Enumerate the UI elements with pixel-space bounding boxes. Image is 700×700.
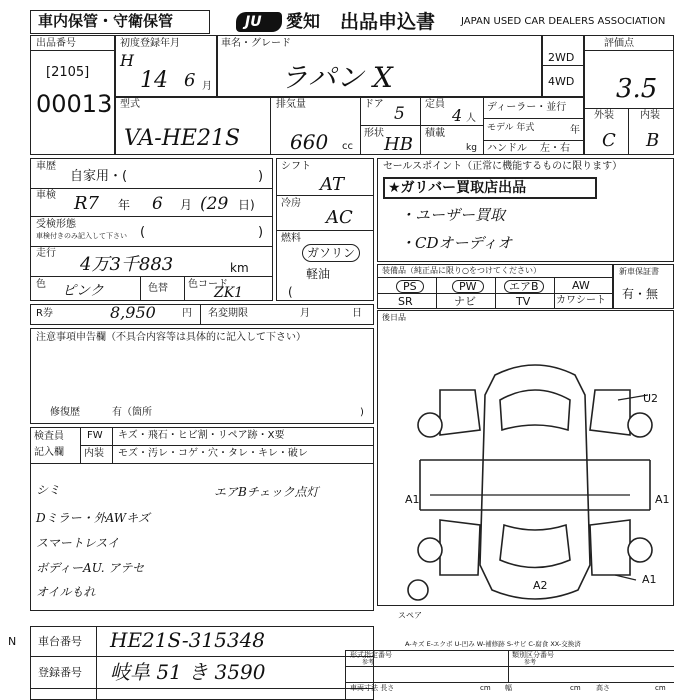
- lot-number: 00013: [36, 90, 113, 118]
- spare-label: スペア: [398, 611, 422, 620]
- sales-point-1: ・ユーザー買取: [400, 206, 506, 224]
- receiving-open: (: [140, 225, 146, 240]
- mark-a1-bottom: A1: [642, 573, 657, 586]
- equip-navi: ナビ: [454, 295, 476, 308]
- remark-2: Dミラー・外AWキズ: [36, 511, 150, 525]
- class-number-ref: 参考: [524, 659, 537, 666]
- mark-a1-right: A1: [655, 493, 670, 506]
- equip-airbag: エアB: [504, 280, 544, 293]
- chassis-label: 車台番号: [38, 635, 82, 648]
- registration-month-unit: 月: [202, 81, 212, 92]
- width-label: 幅: [505, 684, 512, 692]
- mileage-value: 4万3千883: [80, 254, 174, 275]
- equip-pw: PW: [452, 280, 484, 293]
- sales-banner: ★ガリバー買取店出品: [388, 180, 527, 196]
- inspection-era: R7: [74, 193, 100, 214]
- chassis-value: HE21S-315348: [110, 628, 266, 652]
- inspection-label: 車検: [36, 190, 56, 201]
- inspection-year-unit: 年: [118, 198, 131, 212]
- remark-5: オイルもれ: [36, 585, 96, 599]
- registration-label: 初度登録年月: [120, 38, 180, 49]
- type-value: VA-HE21S: [124, 126, 241, 151]
- remark-4: ボディーAU. アテセ: [36, 561, 145, 575]
- model-year-label: モデル 年式: [487, 123, 535, 133]
- mark-a2: A2: [533, 579, 548, 592]
- int-items: モズ・汚レ・コゲ・穴・タレ・キレ・破レ: [118, 448, 308, 459]
- car-diagram: [400, 350, 670, 610]
- inspection-month-unit: 月: [180, 198, 193, 212]
- remark-3: スマートレスイ: [36, 536, 120, 550]
- drive-4wd: 4WD: [548, 75, 575, 88]
- recycle-section: [30, 304, 374, 325]
- paint-label: 色替: [148, 283, 168, 294]
- recycle-label: R券: [36, 308, 53, 319]
- storage-label: 車内保管・守衛保管: [38, 12, 174, 30]
- warranty-options: 有・無: [622, 287, 659, 301]
- back-doc-label: 後日品: [382, 313, 406, 322]
- ext-label: 外装: [594, 110, 614, 121]
- rename-day-unit: 日: [352, 308, 362, 319]
- door-label: ドア: [364, 99, 384, 110]
- mark-u2: U2: [643, 392, 659, 405]
- capacity-value: 4: [452, 106, 463, 125]
- form-number-ref: 参考: [362, 659, 375, 666]
- damage-legend: A-キズ E-エクボ U-凹み W-補修跡 S-サビ C-腐食 XX-交換済: [405, 640, 581, 648]
- lot-label: 出品番号: [36, 38, 76, 49]
- inspector-label: 検査員: [34, 431, 64, 442]
- color-code: ZK1: [214, 285, 244, 301]
- car-name: ラパン X: [280, 61, 393, 94]
- length-label: 車両寸法 長さ: [350, 684, 395, 692]
- receiving-close: ): [258, 225, 264, 240]
- fuel-gasoline: ガソリン: [302, 244, 360, 262]
- right-note: エアBチェック点灯: [214, 485, 319, 499]
- equip-aw: AW: [572, 279, 590, 292]
- disp-label: 排気量: [276, 99, 306, 110]
- mileage-unit: km: [230, 261, 249, 275]
- inspection-month: 6: [152, 194, 163, 214]
- lot-code: [2105]: [46, 65, 90, 80]
- plate-value: 岐阜 51 き 3590: [110, 660, 266, 684]
- equip-ps: PS: [396, 280, 424, 293]
- height-unit: cm: [655, 684, 666, 692]
- remark-1: シミ: [36, 483, 61, 497]
- ext-grade: C: [602, 130, 616, 151]
- int-label-insp: 内装: [84, 448, 104, 459]
- form-number-label: 形式指定番号: [350, 651, 392, 659]
- width-unit: cm: [570, 684, 581, 692]
- logo-text: JU: [245, 14, 262, 30]
- int-label: 内装: [640, 110, 660, 121]
- color-code-label: 色コード: [188, 279, 228, 290]
- car-name-label: 車名・グレード: [221, 38, 291, 49]
- equipment-label: 装備品（純正品に限り○をつけてください）: [382, 266, 541, 275]
- repair-label: 修復歴: [50, 407, 80, 418]
- handle-label: ハンドル: [487, 143, 527, 154]
- inspector-label-2: 記入欄: [34, 447, 64, 458]
- int-grade: B: [646, 130, 660, 151]
- plate-label: 登録番号: [38, 666, 82, 679]
- repair-value: 有（箇所: [112, 407, 152, 418]
- fw-label: FW: [87, 430, 103, 441]
- shift-label: シフト: [281, 161, 311, 172]
- height-label: 高さ: [596, 684, 610, 692]
- doors-value: 5: [394, 104, 405, 124]
- aircon-value: AC: [326, 207, 353, 228]
- grade-score: 3.5: [616, 74, 658, 104]
- rename-month-unit: 月: [300, 308, 310, 319]
- mileage-label: 走行: [36, 248, 56, 259]
- handle-options: 左・右: [540, 143, 570, 154]
- fw-items: キズ・飛石・ヒビ割・リペア跡・X要: [118, 430, 285, 441]
- inspection-day: (29: [200, 194, 229, 214]
- recycle-unit: 円: [182, 308, 192, 319]
- history-close: ): [258, 169, 264, 184]
- registration-era: H: [120, 51, 134, 70]
- color-value: ピンク: [62, 283, 104, 299]
- disp-unit: cc: [342, 141, 353, 152]
- n-mark: N: [8, 635, 17, 648]
- receiving-label: 受検形態: [36, 219, 76, 230]
- warranty-label: 新車保証書: [619, 267, 659, 276]
- equip-sr: SR: [398, 295, 413, 308]
- fuel-other: (: [288, 285, 293, 299]
- history-value: 自家用・(: [70, 169, 128, 184]
- dealer-label: ディーラー・並行: [487, 102, 567, 113]
- receiving-note: 車検付きのみ記入して下さい: [36, 232, 127, 240]
- bottom-right-section: [345, 650, 674, 700]
- disp-value: 660: [290, 130, 329, 154]
- rename-label: 名変期限: [208, 308, 248, 319]
- cap-label: 定員: [425, 99, 445, 110]
- history-label: 車歴: [36, 161, 56, 172]
- year-unit: 年: [570, 125, 580, 136]
- registration-month: 6: [184, 70, 196, 91]
- repair-close: ): [360, 407, 364, 418]
- form-title: 出品申込書: [340, 11, 436, 33]
- sales-label: セールスポイント（正常に機能するものに限ります）: [383, 161, 623, 172]
- drive-2wd: 2WD: [548, 51, 575, 64]
- class-number-label: 類別区分番号: [512, 651, 554, 659]
- aircon-label: 冷房: [281, 198, 301, 209]
- sales-point-2: ・CDオーディオ: [400, 234, 513, 252]
- color-label: 色: [36, 279, 46, 290]
- fuel-label: 燃料: [281, 233, 301, 244]
- type-label: 型式: [120, 99, 140, 110]
- english-name: JAPAN USED CAR DEALERS ASSOCIATION: [461, 16, 666, 27]
- shape-value: HB: [384, 134, 413, 155]
- equip-tv: TV: [516, 295, 531, 308]
- fuel-diesel: 軽油: [306, 267, 331, 281]
- load-label: 積載: [425, 128, 445, 139]
- ju-logo: [236, 12, 282, 32]
- length-unit: cm: [480, 684, 491, 692]
- shape-label: 形状: [364, 128, 384, 139]
- mark-a1-left: A1: [405, 493, 420, 506]
- inspection-day-unit: 日): [238, 198, 255, 212]
- shift-value: AT: [320, 174, 345, 195]
- cap-unit: 人: [466, 113, 476, 124]
- registration-year: 14: [140, 68, 168, 93]
- equip-seat: カワシート: [556, 295, 606, 306]
- recycle-value: 8,950: [110, 303, 156, 322]
- load-unit: kg: [466, 143, 477, 153]
- org-name: 愛知: [286, 12, 320, 32]
- notes-label: 注意事項申告欄（不具合内容等は具体的に記入して下さい）: [36, 332, 306, 343]
- grade-label: 評価点: [604, 38, 634, 49]
